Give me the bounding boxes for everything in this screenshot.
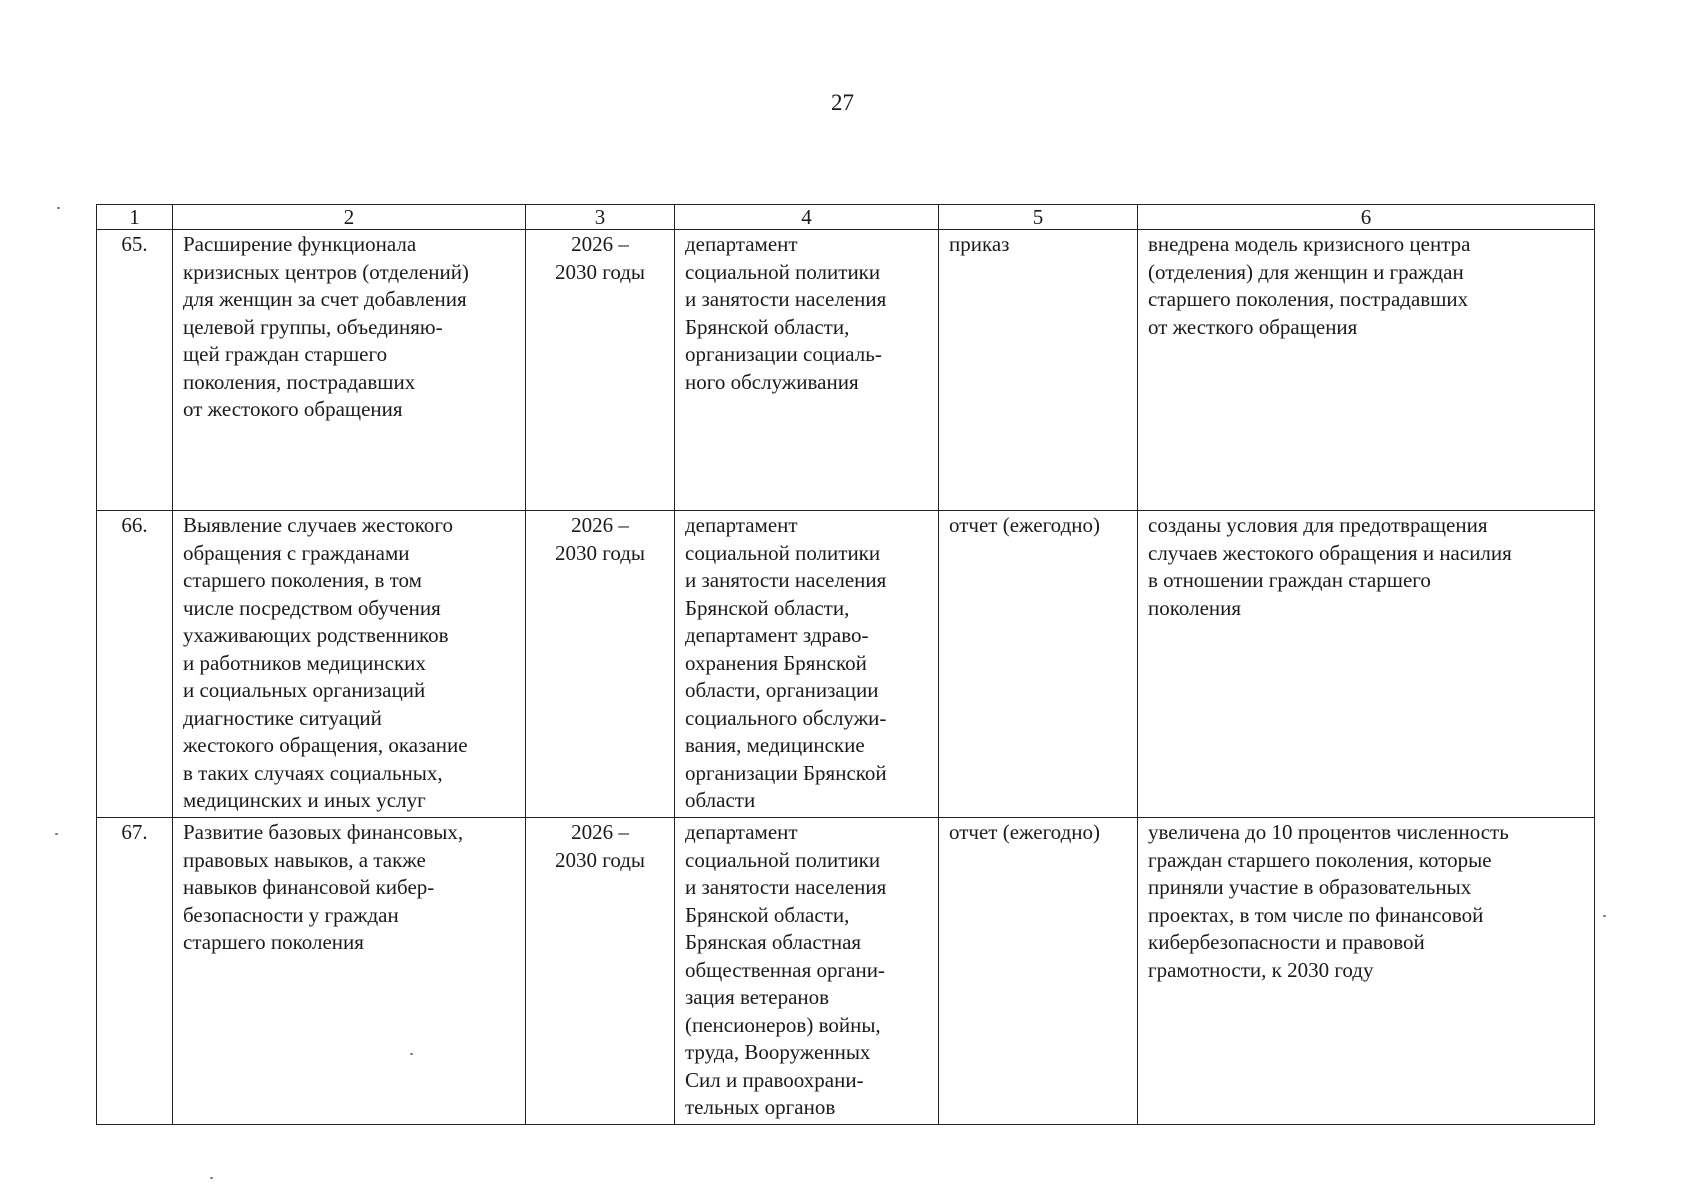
executors-text: департамент социальной политики и занятости населения Брянской области, департамент здраво- охранения Брянской области, организации социального обслужи- вания, медицинские организации Брянской области	[685, 513, 887, 812]
table-row	[97, 511, 1595, 818]
document-text: отчет (ежегодно)	[949, 513, 1100, 537]
document-cell	[939, 511, 1138, 818]
measure-cell	[173, 230, 526, 511]
document-cell	[939, 230, 1138, 511]
page-number: 27	[831, 90, 854, 115]
row-number: 67.	[97, 818, 173, 1125]
column-header: 2	[173, 205, 526, 230]
document-text: приказ	[949, 232, 1010, 256]
result-cell	[1138, 511, 1595, 818]
period-text: 2026 – 2030 годы	[554, 232, 646, 284]
table-row	[97, 230, 1595, 511]
measures-table	[96, 204, 1595, 1125]
scan-speck	[410, 1053, 413, 1055]
column-header: 5	[939, 205, 1138, 230]
column-header: 3	[526, 205, 675, 230]
column-header: 6	[1138, 205, 1595, 230]
measure-text: Расширение функционала кризисных центров (отделений) для женщин за счет добавления целевой группы, объединяю- щей граждан старшего поколения, пострадавших от жестокого обращения	[183, 232, 469, 421]
document-text: отчет (ежегодно)	[949, 820, 1100, 844]
table-row	[97, 818, 1595, 1125]
table-header-row	[97, 205, 1595, 230]
measure-text: Развитие базовых финансовых, правовых навыков, а также навыков финансовой кибер- безопасности у граждан старшего поколения	[183, 820, 464, 954]
result-text: внедрена модель кризисного центра (отделения) для женщин и граждан старшего поколения, пострадавших от жесткого обращения	[1148, 232, 1471, 339]
result-cell	[1138, 230, 1595, 511]
period-cell	[526, 511, 675, 818]
row-number: 65.	[97, 230, 173, 511]
scan-speck	[55, 833, 58, 835]
result-text: увеличена до 10 процентов численность граждан старшего поколения, которые приняли участие в образовательных проектах, в том числе по финансовой кибербезопасности и правовой грамотности, к 2030 году	[1148, 820, 1509, 982]
executors-cell	[675, 511, 939, 818]
measure-text: Выявление случаев жестокого обращения с гражданами старшего поколения, в том числе посредством обучения ухаживающих родственников и работников медицинских и социальных организаций диагностике ситуаций жестокого обращения, оказание в таких случаях социальных, медицинских и иных услуг	[183, 513, 468, 812]
column-header: 4	[675, 205, 939, 230]
executors-cell	[675, 818, 939, 1125]
scan-speck	[1603, 915, 1606, 917]
period-text: 2026 – 2030 годы	[554, 820, 646, 872]
scan-speck	[57, 207, 60, 209]
scan-speck	[210, 1177, 213, 1179]
measure-cell	[173, 818, 526, 1125]
executors-cell	[675, 230, 939, 511]
column-header: 1	[97, 205, 173, 230]
period-cell	[526, 230, 675, 511]
period-cell	[526, 818, 675, 1125]
result-cell	[1138, 818, 1595, 1125]
result-text: созданы условия для предотвращения случаев жестокого обращения и насилия в отношении граждан старшего поколения	[1148, 513, 1512, 620]
measure-cell	[173, 511, 526, 818]
row-number: 66.	[97, 511, 173, 818]
executors-text: департамент социальной политики и занятости населения Брянской области, организации социаль- ного обслуживания	[685, 232, 887, 394]
period-text: 2026 – 2030 годы	[554, 513, 646, 565]
executors-text: департамент социальной политики и занятости населения Брянской области, Брянская областная общественная органи- зация ветеранов (пенсионеров) войны, труда, Вооруженных Сил и правоохрани- тельных органов	[685, 820, 887, 1119]
document-cell	[939, 818, 1138, 1125]
